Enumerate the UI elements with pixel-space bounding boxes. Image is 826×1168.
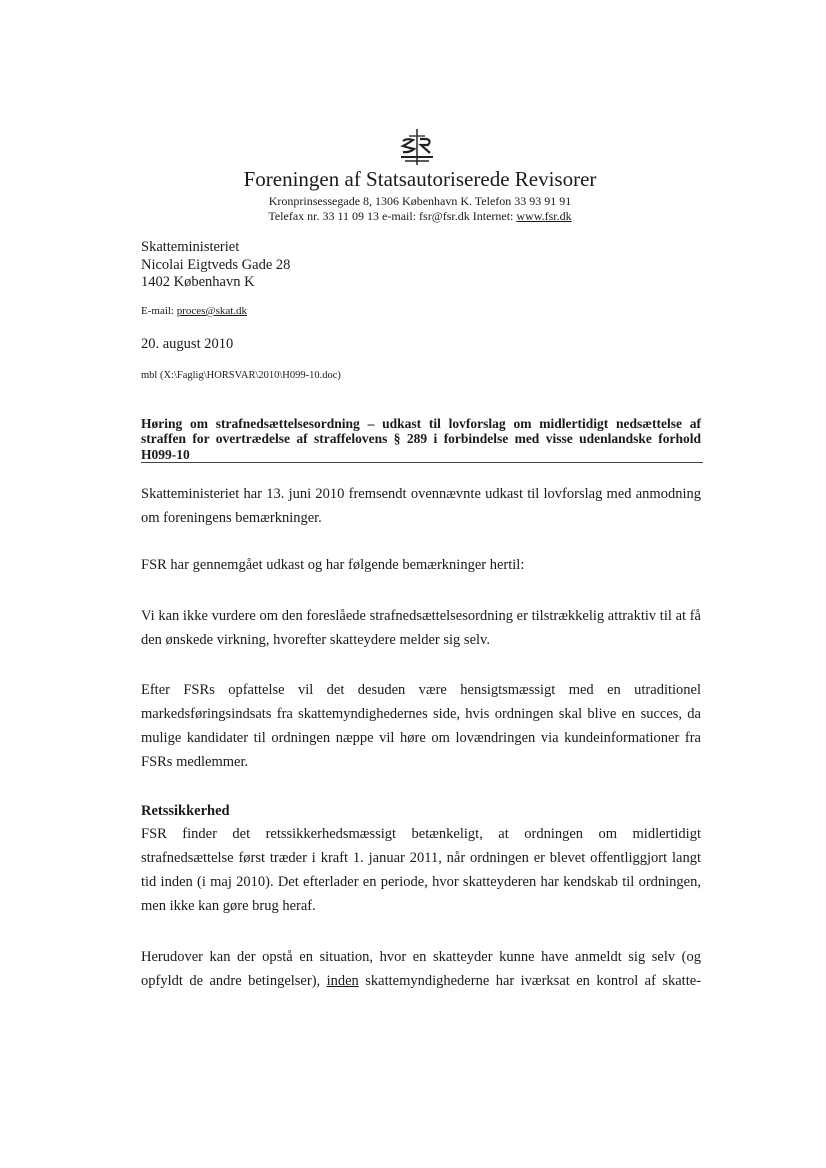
contact-details: Telefax nr. 33 11 09 13 e-mail: fsr@fsr.dk Internet:	[268, 209, 517, 223]
emphasis-inden: inden	[326, 973, 359, 989]
body-paragraph-4: Efter FSRs opfattelse vil det desuden være hensigtsmæssigt med en utraditionel markedsføringsindsats fra skattemyndighedernes side, hvis ordningen skal blive en succes, da mulige kandidater til ordningen næppe vil høre om lovændringen via kundeinformationer fra FSRs medlemmer.	[141, 682, 701, 770]
file-reference: mbl (X:\Faglig\HORSVAR\2010\H099-10.doc)	[141, 370, 341, 381]
organization-contact	[0, 209, 826, 224]
organization-name: Foreningen af Statsautoriserede Revisorer	[243, 167, 597, 191]
section-heading-retssikkerhed: Retssikkerhed	[141, 803, 230, 819]
fsr-logo-icon	[397, 127, 437, 167]
recipient-street: Nicolai Eigtveds Gade 28	[141, 256, 291, 273]
letter-subject: Høring om strafnedsættelsesordning – udkast til lovforslag om midlertidigt nedsættelse af straffen for overtrædelse af straffelovens § 289 i forbindelse med visse udenlandske forhold H099-10	[141, 416, 701, 462]
recipient-email-link[interactable]: proces@skat.dk	[176, 305, 248, 317]
recipient-city: 1402 København K	[141, 274, 255, 290]
paragraph-6-end: skattemyndighederne har iværksat en kontrol af skatte-	[358, 973, 702, 989]
organization-address: Kronprinsessegade 8, 1306 København K. Telefon 33 93 91 91	[268, 194, 572, 208]
email-label: E-mail:	[141, 305, 177, 317]
paragraph-6-start: Herudover kan der opstå en situation, hvor en skatteyder kunne have anmeldt sig selv (og opfyldt de andre betingelser),	[141, 949, 701, 989]
body-paragraph-3: Vi kan ikke vurdere om den foreslåede strafnedsættelsesordning er tilstrækkelig attraktiv til at få den ønskede virkning, hvorefter skatteydere melder sig selv.	[141, 608, 701, 648]
recipient-address	[141, 239, 290, 292]
letter-date: 20. august 2010	[141, 336, 234, 352]
body-paragraph-5: FSR finder det retssikkerhedsmæssigt betænkeligt, at ordningen om midlertidigt strafnedsættelse først træder i kraft 1. januar 2011, når ordningen er blevet offentliggjort langt tid inden (i maj 2010). Det efterlader en periode, hvor skatteyderen har kendskab til ordningen, men ikke kan gøre brug heraf.	[141, 826, 701, 914]
subject-divider	[141, 462, 703, 463]
recipient-name: Skatteministeriet	[141, 239, 240, 255]
body-paragraph-6	[141, 945, 701, 993]
body-paragraph-1: Skatteministeriet har 13. juni 2010 fremsendt ovennævnte udkast til lovforslag med anmodning om foreningens bemærkninger.	[141, 486, 701, 526]
body-paragraph-2: FSR har gennemgået udkast og har følgende bemærkninger hertil:	[141, 557, 525, 573]
recipient-email-line	[141, 305, 247, 317]
website-link[interactable]: www.fsr.dk	[516, 209, 572, 223]
